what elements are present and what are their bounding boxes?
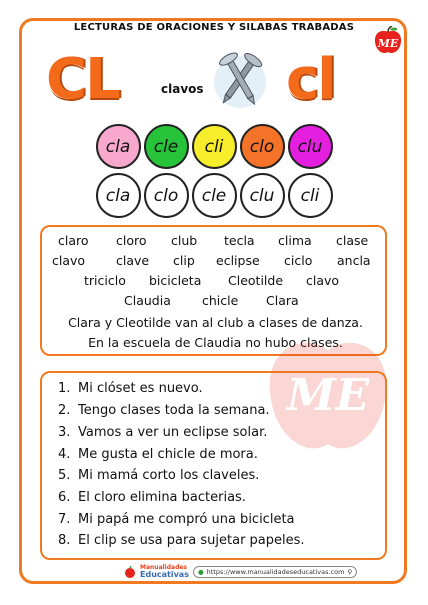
word: clase <box>336 233 369 248</box>
syllable-circle: cla <box>96 173 141 218</box>
syllable-circle: clu <box>240 173 285 218</box>
numbered-sentences-box <box>40 371 387 560</box>
hero-uppercase-letters: CL <box>46 47 119 112</box>
numbered-sentence: 8. El clip se usa para sujetar papeles. <box>58 533 305 548</box>
word: clip <box>173 253 195 268</box>
word: clavo <box>52 253 86 268</box>
syllable-circle: cli <box>192 124 237 169</box>
page-title: LECTURAS DE ORACIONES Y SILABAS TRABADAS <box>73 22 355 33</box>
sentence: En la escuela de Claudia no hubo clases. <box>88 335 343 350</box>
syllable-circle: cle <box>192 173 237 218</box>
numbered-sentence: 6. El cloro elimina bacterias. <box>58 490 246 505</box>
hero-lowercase-letters: cl <box>286 47 335 112</box>
word: clima <box>278 233 312 248</box>
word: triciclo <box>84 273 126 288</box>
word: club <box>171 233 198 248</box>
syllable-circle: clo <box>240 124 285 169</box>
apple-small-icon <box>124 566 136 578</box>
numbered-sentence: 4. Me gusta el chicle de mora. <box>58 447 258 462</box>
picture-word: clavos <box>161 82 204 96</box>
plain-syllable-row <box>0 173 428 218</box>
nails-icon <box>210 46 270 112</box>
word: claro <box>58 233 89 248</box>
numbered-sentence: 2. Tengo clases toda la semana. <box>58 403 270 418</box>
footer <box>124 565 357 579</box>
numbered-sentence: 3. Vamos a ver un eclipse solar. <box>58 425 268 440</box>
sentence: Clara y Cleotilde van al club a clases de danza. <box>68 315 363 330</box>
word: ancla <box>337 253 371 268</box>
colored-syllable-row <box>0 124 428 169</box>
word: clave <box>116 253 150 268</box>
word: Cleotilde <box>228 273 284 288</box>
syllable-circle: cle <box>144 124 189 169</box>
apple-logo-icon <box>372 26 404 56</box>
numbered-sentence: 7. Mi papá me compró una bicicleta <box>58 512 295 527</box>
footer-url[interactable]: ● https://www.manualidadeseducativas.com ⚲ <box>193 566 357 578</box>
word: ciclo <box>284 253 313 268</box>
lock-icon: ● <box>197 568 204 576</box>
word: cloro <box>116 233 147 248</box>
word: Claudia <box>124 293 171 308</box>
search-icon: ⚲ <box>347 568 353 576</box>
word: chicle <box>202 293 239 308</box>
numbered-sentence: 5. Mi mamá corto los claveles. <box>58 468 260 483</box>
word: bicicleta <box>149 273 202 288</box>
numbered-sentence: 1. Mi clóset es nuevo. <box>58 381 203 396</box>
word: tecla <box>224 233 255 248</box>
svg-text:ME: ME <box>286 370 370 421</box>
syllable-circle: clo <box>144 173 189 218</box>
syllable-circle: cli <box>288 173 333 218</box>
syllable-circle: cla <box>96 124 141 169</box>
footer-brand: Manualidades Educativas <box>140 564 189 579</box>
word: Clara <box>266 293 299 308</box>
syllable-circle: clu <box>288 124 333 169</box>
logo-text: ME <box>377 37 399 50</box>
word: eclipse <box>216 253 260 268</box>
word: clavo <box>306 273 340 288</box>
